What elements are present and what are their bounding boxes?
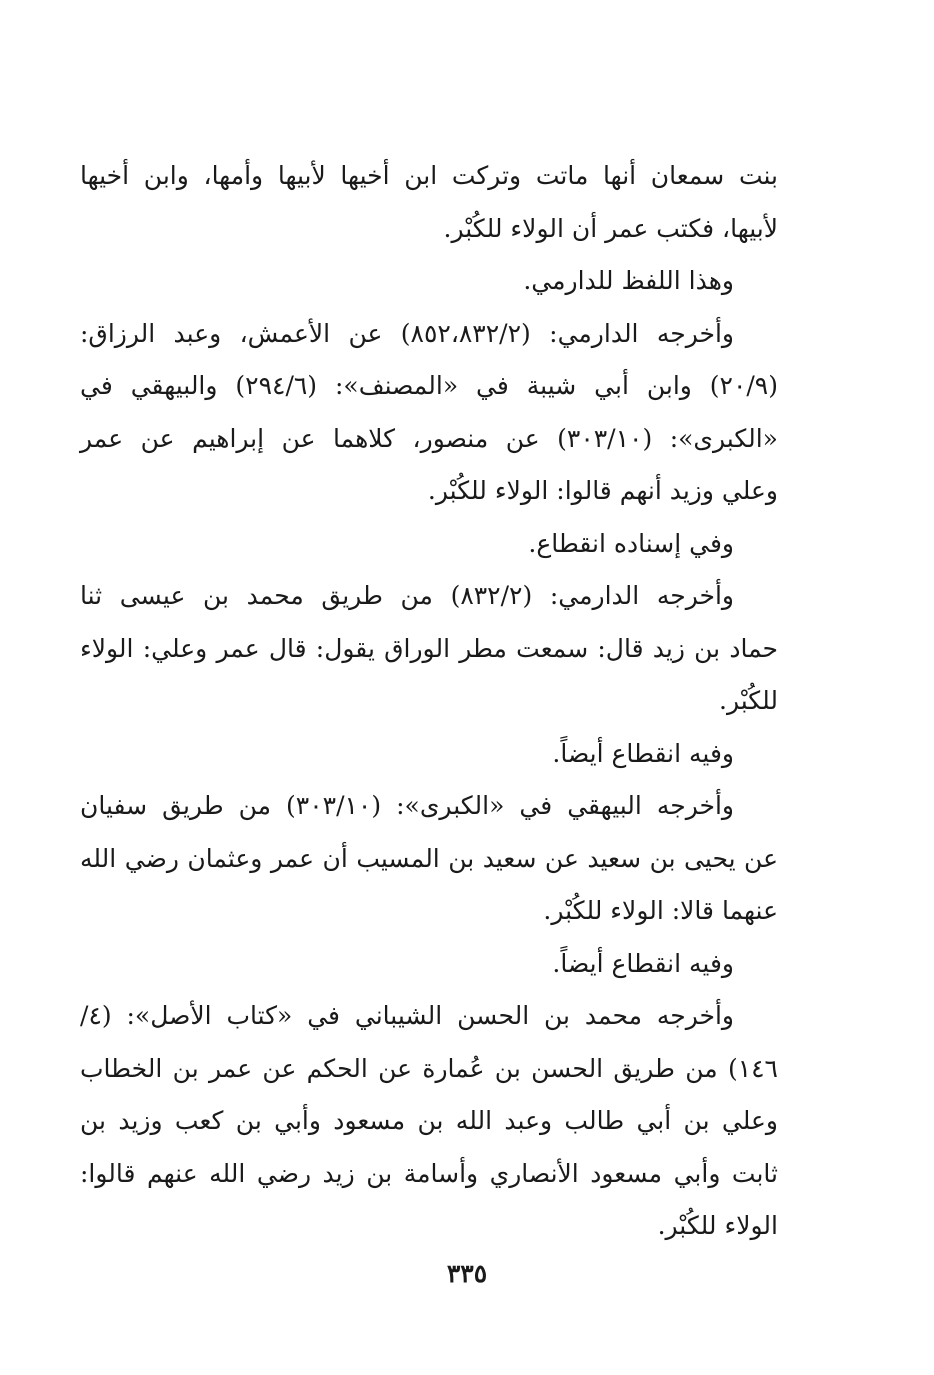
text-line: للكُبْر. <box>719 686 778 715</box>
text-line: بنت سمعان أنها ماتت وتركت ابن أخيها لأبيها وأمها، وابن أخيها <box>80 161 778 190</box>
text-line: وأخرجه الدارمي: (٨٣٢/٢) من طريق محمد بن عيسى ثنا <box>80 581 734 610</box>
text-line: وهذا اللفظ للدارمي. <box>523 266 734 295</box>
text-line: وعلي وزيد أنهم قالوا: الولاء للكُبْر. <box>427 476 778 505</box>
text-line: الولاء للكُبْر. <box>657 1211 778 1240</box>
text-line: وفي إسناده انقطاع. <box>528 528 734 558</box>
text-line: «الكبرى»: (٣٠٣/١٠) عن منصور، كلاهما عن إبراهيم عن عمر <box>80 423 778 453</box>
text-line: وفيه انقطاع أيضاً. <box>552 738 734 768</box>
page-number: ٣٣٥ <box>446 1259 488 1288</box>
text-line: (٢٠/٩) وابن أبي شيبة في «المصنف»: (٢٩٤/٦) والبيهقي في <box>80 371 779 400</box>
text-line: ١٤٦) من طريق الحسن بن عُمارة عن الحكم عن عمر بن الخطاب <box>80 1053 778 1083</box>
text-line: وأخرجه البيهقي في «الكبرى»: (٣٠٣/١٠) من طريق سفيان <box>80 791 734 820</box>
text-line: وأخرجه الدارمي: (٨٥٢،٨٣٢/٢) عن الأعمش، وعبد الرزاق: <box>80 318 734 348</box>
body-text <box>80 150 778 1253</box>
text-line: حماد بن زيد قال: سمعت مطر الوراق يقول: قال عمر وعلي: الولاء <box>80 633 779 663</box>
text-line: ثابت وأبي مسعود الأنصاري وأسامة بن زيد رضي الله عنهم قالوا: <box>80 1158 778 1188</box>
text-line: وعلي بن أبي طالب وعبد الله بن مسعود وأبي بن كعب وزيد بن <box>80 1106 778 1135</box>
text-line: وأخرجه محمد بن الحسن الشيباني في «كتاب الأصل»: (٤/ <box>80 1001 734 1030</box>
text-line: وفيه انقطاع أيضاً. <box>552 948 734 978</box>
text-line: عن يحيى بن سعيد عن سعيد بن المسيب أن عمر وعثمان رضي الله <box>80 843 778 873</box>
text-line: لأبيها، فكتب عمر أن الولاء للكُبْر. <box>443 213 778 243</box>
text-line: عنهما قالا: الولاء للكُبْر. <box>543 896 778 925</box>
